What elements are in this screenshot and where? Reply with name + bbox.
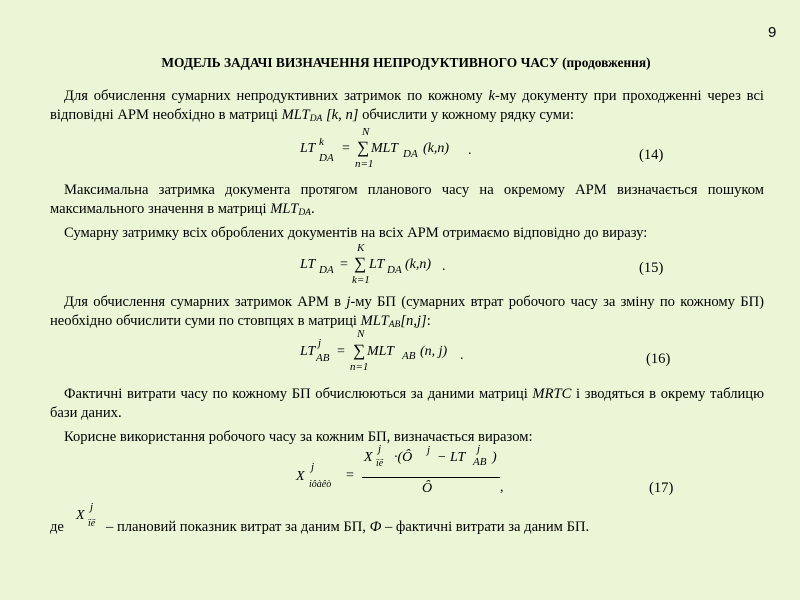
equation-16: LT j AB = N ∑ n=1 MLT AB (n, j) . (16) xyxy=(300,328,671,373)
paragraph-actual-costs: Фактичні витрати часу по кожному БП обчислюються за даними матриці MRTC і зводяться в окрему таблицю бази даних. xyxy=(50,386,764,421)
paragraph-max-delay: Максимальна затримка документа протягом планового часу на окремому АРМ визначається пошуком максимального значення в матриці $MLT_{DA}$. xyxy=(50,182,764,218)
paragraph-total-delay: Сумарну затримку всіх оброблених документів на всіх АРМ отримаємо відповідно до виразу: xyxy=(64,225,648,241)
paragraph-useful-time: Корисне використання робочого часу за кожним БП, визначається виразом: xyxy=(64,429,533,445)
paragraph-sum-delays: Для обчислення сумарних непродуктивних затримок по кожному k-му документу при проходженні через всі відповідні АРМ необхідно в матриці $MLT_{DA}$ [k, n] обчислити у кожному рядку суми: xyxy=(50,88,764,124)
equation-14: LT k DA = N ∑ n=1 MLT DA (k,n) . (14) xyxy=(300,126,664,170)
equation-17: X j iôàêò = X j ïë ·(Ô j − LT j AB ) Ô , (17) xyxy=(296,443,674,496)
fraction-bar xyxy=(362,477,500,478)
page-title: МОДЕЛЬ ЗАДАЧІ ВИЗНАЧЕННЯ НЕПРОДУКТИВНОГО ЧАСУ (продовження) xyxy=(161,55,651,70)
page-number: 9 xyxy=(768,24,777,41)
equation-15: LT DA = K ∑ k=1 LT DA (k,n) . (15) xyxy=(300,242,664,286)
definition-line: де X j ïë – плановий показник витрат за даним БП, Ф – фактичні витрати за даним БП. xyxy=(50,501,590,535)
paragraph-arm-delays: Для обчислення сумарних затримок АРМ в j-му БП (сумарних втрат робочого часу за зміну по кожному БП) необхідно обчислити суми по стовпцях в матриці $MLT_{AB}[n,j]$: xyxy=(50,294,764,330)
